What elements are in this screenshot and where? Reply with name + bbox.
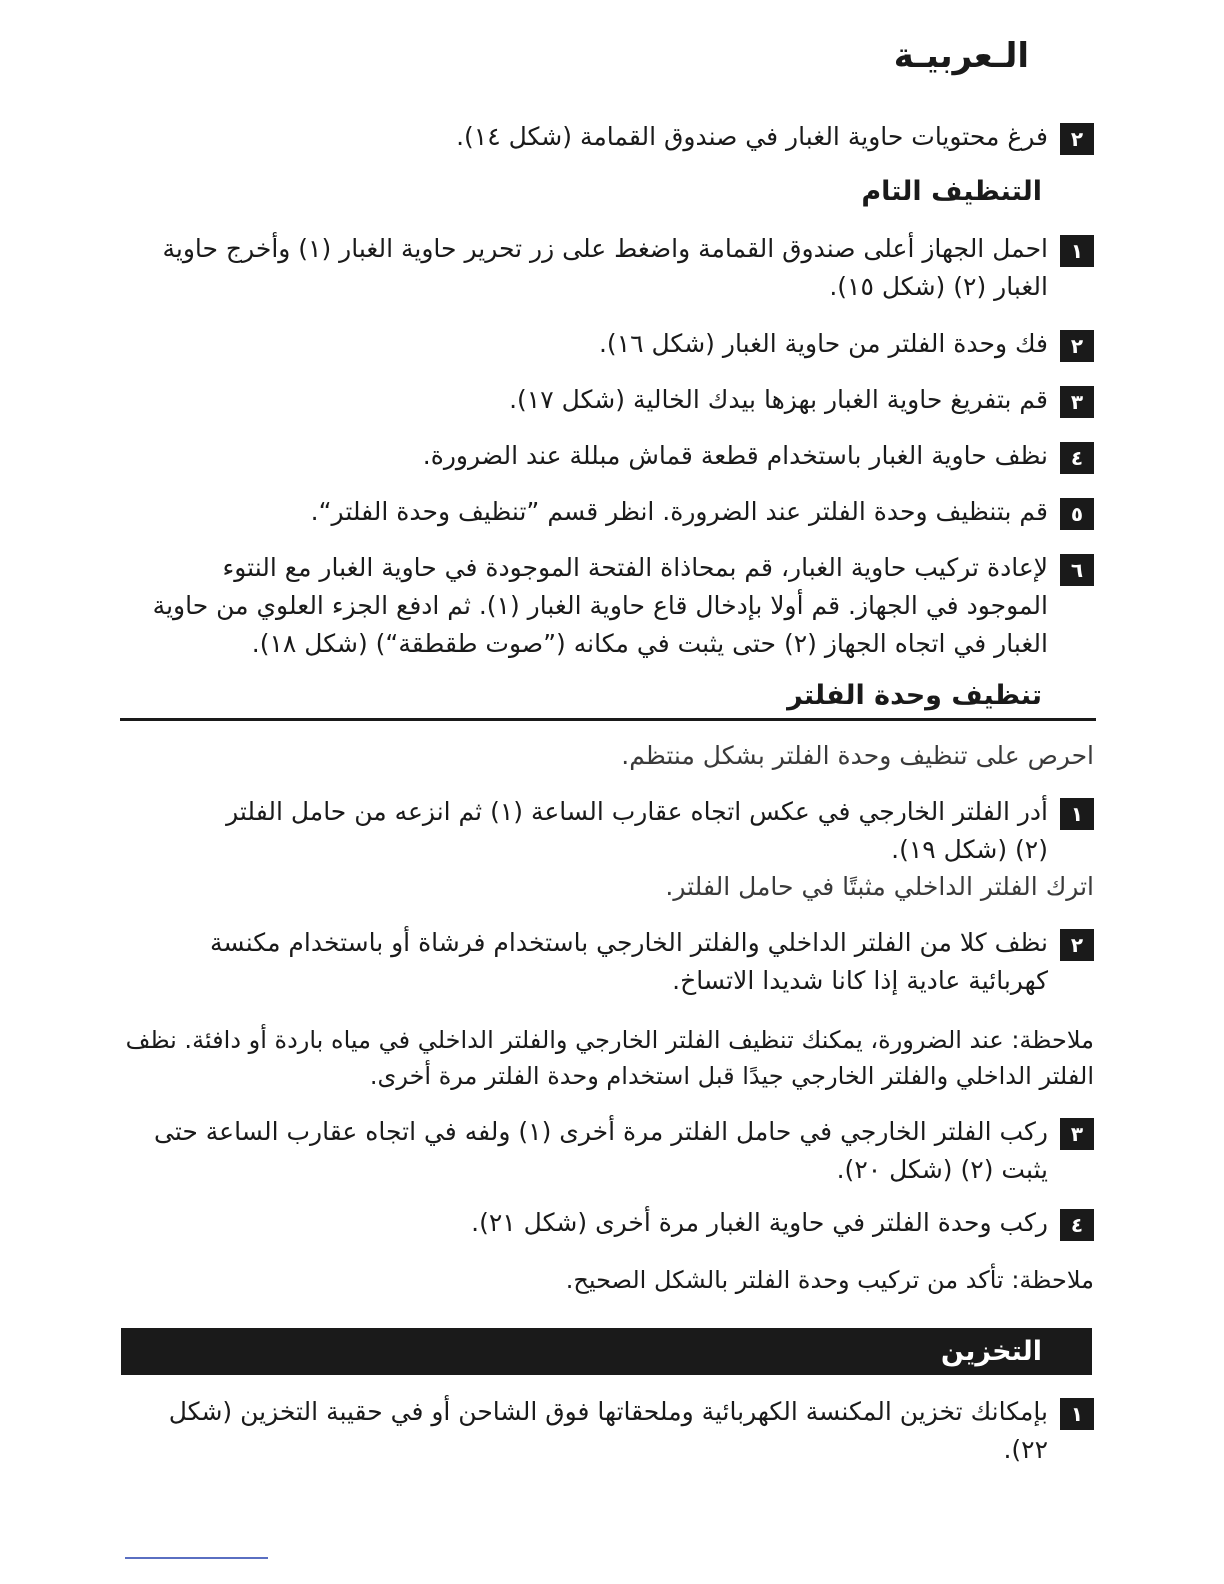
step-number-badge: ١ [1060, 235, 1094, 267]
section-divider [120, 718, 1096, 721]
step-filter-2 [134, 924, 1094, 1000]
step-text: لإعادة تركيب حاوية الغبار، قم بمحاذاة الفتحة الموجودة في حاوية الغبار مع النتوء الموجود في الجهاز. قم أولا بإدخال قاع حاوية الغبار (١). ثم ادفع الجزء العلوي من حاوية الغبار في اتجاه الجهاز (٢) حتى يثبت في مكانه (”صوت طقطقة“) (شكل ١٨). [152, 553, 1048, 658]
step-number-badge: ٤ [1060, 1209, 1094, 1241]
section-band-storage [121, 1328, 1092, 1375]
step-filter-3 [134, 1113, 1094, 1189]
step-number-badge: ٤ [1060, 442, 1094, 474]
step-thorough-1 [134, 230, 1094, 306]
heading-thorough-cleaning: التنظيف التام [861, 176, 1042, 207]
step-number-badge: ١ [1060, 798, 1094, 830]
step-text: نظف كلا من الفلتر الداخلي والفلتر الخارجي باستخدام فرشاة أو باستخدام مكنسة كهربائية عادية إذا كانا شديدا الاتساخ. [210, 928, 1048, 995]
step-text: ركب وحدة الفلتر في حاوية الغبار مرة أخرى (شكل ٢١). [471, 1208, 1048, 1237]
step-number-badge: ٢ [1060, 929, 1094, 961]
storage-heading: التخزين [940, 1336, 1042, 1367]
step-thorough-5 [134, 493, 1094, 531]
step-number-badge: ٣ [1060, 1118, 1094, 1150]
step-number-badge: ٦ [1060, 554, 1094, 586]
step-text: فك وحدة الفلتر من حاوية الغبار (شكل ١٦). [598, 329, 1048, 358]
footer-rule [125, 1557, 268, 1559]
step-text: قم بتفريغ حاوية الغبار بهزها بيدك الخالية (شكل ١٧). [509, 385, 1048, 414]
note-washing: ملاحظة: عند الضرورة، يمكنك تنظيف الفلتر الخارجي والفلتر الداخلي في مياه باردة أو دافئة. نظف الفلتر الداخلي والفلتر الخارجي جيدًا قبل استخدام وحدة الفلتر مرة أخرى. [125, 1026, 1094, 1090]
step-thorough-6 [134, 549, 1094, 663]
keep-inner-filter-note: اترك الفلتر الداخلي مثبتًا في حامل الفلتر. [665, 872, 1094, 901]
step-thorough-2 [134, 325, 1094, 363]
language-title: الـعربيـة [893, 36, 1029, 76]
step-text: قم بتنظيف وحدة الفلتر عند الضرورة. انظر قسم ”تنظيف وحدة الفلتر“. [310, 497, 1048, 526]
step-text: ركب الفلتر الخارجي في حامل الفلتر مرة أخرى (١) ولفه في اتجاه عقارب الساعة حتى يثبت (٢) (شكل ٢٠). [153, 1117, 1048, 1184]
step-storage-1 [134, 1393, 1094, 1469]
note-correct-fit: ملاحظة: تأكد من تركيب وحدة الفلتر بالشكل الصحيح. [565, 1266, 1094, 1294]
filter-intro: احرص على تنظيف وحدة الفلتر بشكل منتظم. [621, 741, 1094, 770]
step-number-badge: ٣ [1060, 386, 1094, 418]
step-text: فرغ محتويات حاوية الغبار في صندوق القمامة (شكل ١٤). [456, 122, 1048, 151]
step-filter-4 [134, 1204, 1094, 1242]
step-text: احمل الجهاز أعلى صندوق القمامة واضغط على زر تحرير حاوية الغبار (١) وأخرج حاوية الغبار (٢) (شكل ١٥). [162, 234, 1048, 301]
step-thorough-4 [134, 437, 1094, 475]
step-number-badge: ٢ [1060, 123, 1094, 155]
step-empty-bin [134, 118, 1094, 156]
heading-filter-cleaning: تنظيف وحدة الفلتر [787, 680, 1042, 711]
step-text: نظف حاوية الغبار باستخدام قطعة قماش مبللة عند الضرورة. [422, 441, 1048, 470]
step-number-badge: ١ [1060, 1398, 1094, 1430]
step-number-badge: ٢ [1060, 330, 1094, 362]
step-number-badge: ٥ [1060, 498, 1094, 530]
step-thorough-3 [134, 381, 1094, 419]
step-text: أدر الفلتر الخارجي في عكس اتجاه عقارب الساعة (١) ثم انزعه من حامل الفلتر (٢) (شكل ١٩). [226, 797, 1048, 864]
step-text: بإمكانك تخزين المكنسة الكهربائية وملحقاتها فوق الشاحن أو في حقيبة التخزين (شكل ٢٢). [168, 1397, 1048, 1464]
step-filter-1 [134, 793, 1094, 869]
